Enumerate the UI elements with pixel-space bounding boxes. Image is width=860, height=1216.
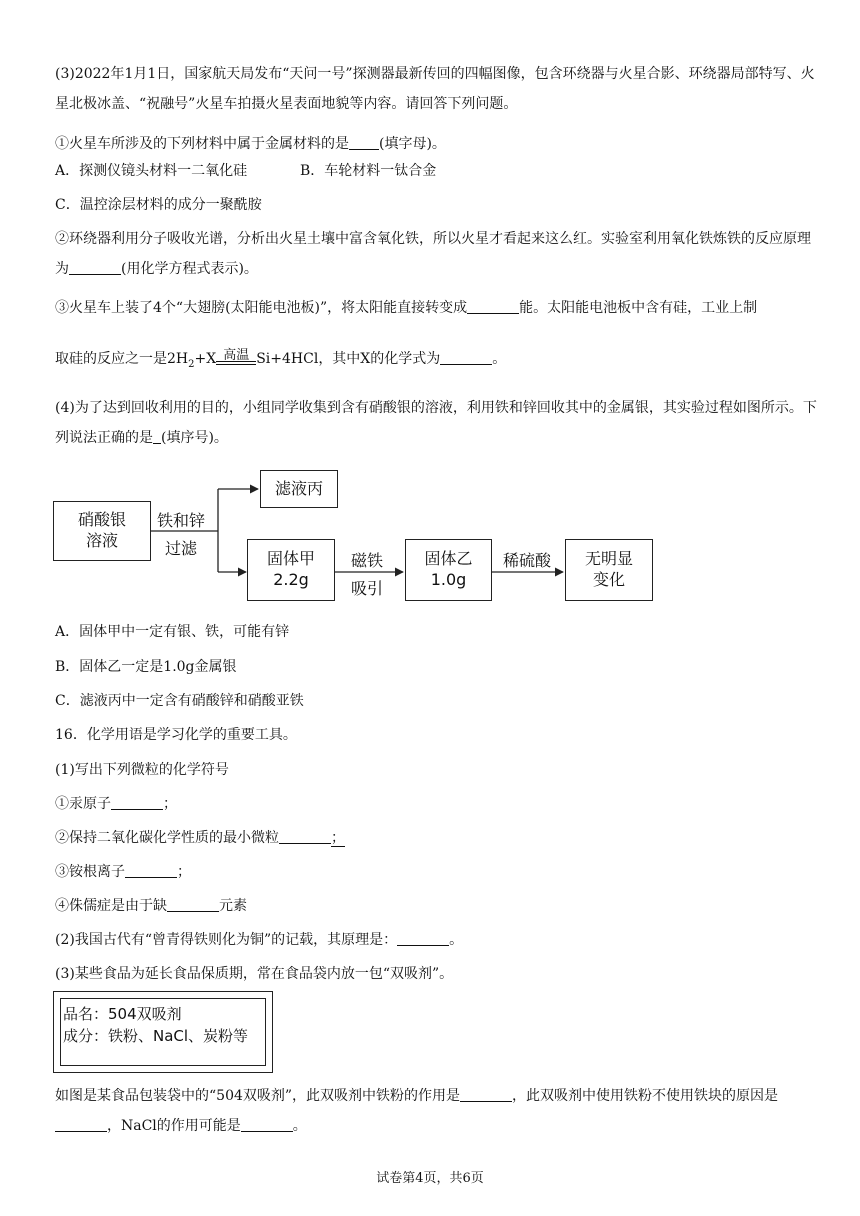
option-a: A．探测仪镜头材料一二氧化硅 — [55, 163, 248, 179]
q15-4-option-a: A．固体甲中一定有银、铁，可能有锌 — [55, 624, 290, 640]
q15-3-question-1: ①火星车所涉及的下列材料中属于金属材料的是 (填字母)。 — [55, 136, 446, 152]
q15-3-question-2: ②环绕器利用分子吸收光谱，分析出火星土壤中富含氧化铁，所以火星才看起来这么红。实验室利用氧化铁炼铁的反应原理为 (用化学方程式表示)。 — [55, 231, 811, 277]
q16-item-4: ④侏儒症是由于缺 元素 — [55, 898, 247, 914]
flow-label-dilute-acid: 稀硫酸 — [502, 551, 551, 570]
equation: $2H_2+X$ 高温 Si+4HCl — [167, 348, 319, 370]
page-footer: 试卷第4页，共6页 — [376, 1171, 484, 1186]
food-package-label — [53, 991, 273, 1073]
q15-3-question-3: ③火星车上装了4个“大翅膀(太阳能电池板)”，将太阳能直接转变成 能。太阳能电池板中含有硅，工业上制 — [55, 300, 758, 316]
option-b: B．车轮材料一钛合金 — [300, 163, 437, 179]
q16-title: 16．化学用语是学习化学的重要工具。 — [55, 727, 297, 743]
flow-label-attract: 吸引 — [350, 579, 383, 598]
q16-item-1: ①汞原子 ； — [55, 796, 177, 812]
answer-blank[interactable] — [279, 828, 331, 844]
q16-item-2: ②保持二氧化碳化学性质的最小微粒 ； — [55, 830, 345, 846]
answer-blank[interactable] — [460, 1086, 512, 1102]
flow-label-iron-zinc: 铁和锌 — [156, 511, 205, 530]
q15-4-option-c: C．滤液丙中一定含有硝酸锌和硝酸亚铁 — [55, 693, 304, 709]
label-product-name: 品名：504双吸剂 — [63, 1005, 182, 1023]
flow-box-solid-a: 固体甲 2.2g — [247, 539, 335, 601]
flow-box-result: 无明显 变化 — [565, 539, 653, 601]
q16-part-1: (1)写出下列微粒的化学符号 — [55, 762, 229, 778]
q15-4-option-b: B．固体乙一定是1.0g金属银 — [55, 659, 237, 675]
answer-blank[interactable] — [55, 1116, 107, 1132]
answer-blank[interactable] — [125, 862, 177, 878]
answer-blank[interactable] — [111, 794, 163, 810]
q16-part-3: (3)某些食品为延长食品保质期，常在食品袋内放一包“双吸剂”。 — [55, 966, 454, 982]
flow-box-silver-nitrate: 硝酸银 溶液 — [53, 501, 151, 561]
answer-blank[interactable] — [167, 896, 219, 912]
q16-part-2: (2)我国古代有“曾青得铁则化为铜”的记载，其原理是： 。 — [55, 932, 464, 948]
flow-label-filter: 过滤 — [164, 539, 197, 558]
q15-3-equation-line: 取硅的反应之一是$2H_2+X$ 高温 Si+4HCl，其中X的化学式为 。 — [55, 348, 507, 370]
answer-blank[interactable] — [397, 930, 449, 946]
flow-box-solid-b: 固体乙 1.0g — [405, 539, 492, 601]
q16-part-3-question: 如图是某食品包装袋中的“504双吸剂”，此双吸剂中铁粉的作用是 ，此双吸剂中使用铁粉不使用铁块的原因是，NaCl的作用可能是 。 — [55, 1088, 779, 1134]
q16-item-3: ③铵根离子 ； — [55, 864, 191, 880]
flow-label-magnet: 磁铁 — [350, 551, 383, 570]
label-ingredients: 成分：铁粉、NaCl、炭粉等 — [63, 1027, 249, 1045]
answer-blank[interactable] — [241, 1116, 293, 1132]
option-c: C．温控涂层材料的成分一聚酰胺 — [55, 197, 262, 213]
q15-4-intro: (4)为了达到回收利用的目的，小组同学收集到含有硝酸银的溶液，利用铁和锌回收其中的金属银，其实验过程如图所示。下列说法正确的是 (填序号)。 — [55, 400, 817, 446]
q15-3-intro: (3)2022年1月1日，国家航天局发布“天问一号”探测器最新传回的四幅图像，包含环绕器与火星合影、环绕器局部特写、火星北极冰盖、“祝融号”火星车拍摄火星表面地貌等内容。请回答下列问题。 — [55, 66, 815, 112]
flow-box-filtrate: 滤液丙 — [260, 470, 338, 508]
